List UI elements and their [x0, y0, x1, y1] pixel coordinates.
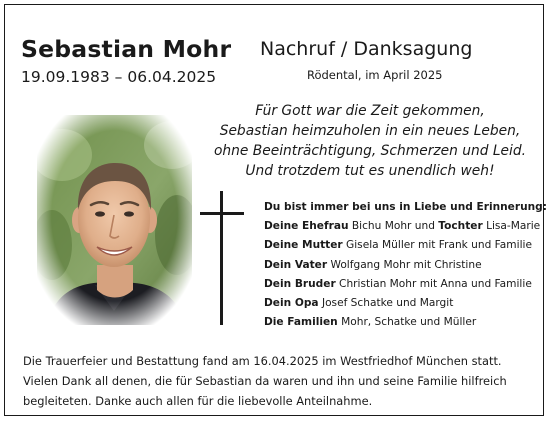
- notice-type: Nachruf / Danksagung: [260, 38, 473, 60]
- relative-names: Christian Mohr mit Anna und Familie: [335, 277, 532, 290]
- obituary-frame: [4, 4, 547, 416]
- cross-icon: [200, 191, 248, 325]
- closing-line: Vielen Dank all denen, die für Sebastian da waren und ihn und seine Familie hilfreich: [23, 373, 507, 388]
- relative-role: Deine Mutter: [264, 239, 343, 252]
- relative-names: Lisa-Marie: [482, 220, 541, 233]
- relative-role: Die Familien: [264, 316, 338, 329]
- list-item: [264, 275, 547, 294]
- closing-text: [23, 352, 538, 411]
- verse-line: Sebastian heimzuholen in ein neues Leben,: [219, 123, 521, 139]
- life-dates: 19.09.1983 – 06.04.2025: [21, 68, 217, 86]
- memorial-verse: [205, 101, 535, 181]
- verse-line: Und trotzdem tut es unendlich weh!: [245, 163, 495, 179]
- portrait-photo: [37, 115, 192, 325]
- place-date: Rödental, im April 2025: [307, 68, 443, 82]
- relative-role: Dein Opa: [264, 297, 319, 310]
- relative-names: Wolfgang Mohr mit Christine: [327, 258, 482, 271]
- closing-line: Die Trauerfeier und Bestattung fand am 16.04.2025 im Westfriedhof München statt.: [23, 354, 502, 368]
- deceased-name: Sebastian Mohr: [21, 35, 232, 63]
- relative-role: Dein Bruder: [264, 277, 336, 290]
- relative-names: Mohr, Schatke und Müller: [337, 316, 477, 329]
- relative-role: Tochter: [438, 220, 483, 233]
- list-item: [264, 256, 547, 275]
- relatives-list: [264, 198, 547, 332]
- list-item: [264, 217, 547, 236]
- relative-role: Dein Vater: [264, 258, 328, 271]
- verse-line: ohne Beeinträchtigung, Schmerzen und Leid.: [213, 143, 527, 159]
- list-item: [264, 313, 547, 332]
- verse-line: Für Gott war die Zeit gekommen,: [255, 103, 485, 119]
- relative-role: Deine Ehefrau: [264, 220, 349, 233]
- list-item: [264, 294, 547, 313]
- relative-names: Bichu Mohr und: [348, 220, 439, 233]
- closing-line: begleiteten. Danke auch allen für die liebevolle Anteilnahme.: [23, 393, 373, 408]
- relative-names: Gisela Müller mit Frank und Familie: [342, 239, 532, 252]
- list-item: [264, 236, 547, 255]
- relatives-lead: Du bist immer bei uns in Liebe und Erinnerung:: [264, 201, 547, 213]
- relative-names: Josef Schatke und Margit: [318, 297, 454, 310]
